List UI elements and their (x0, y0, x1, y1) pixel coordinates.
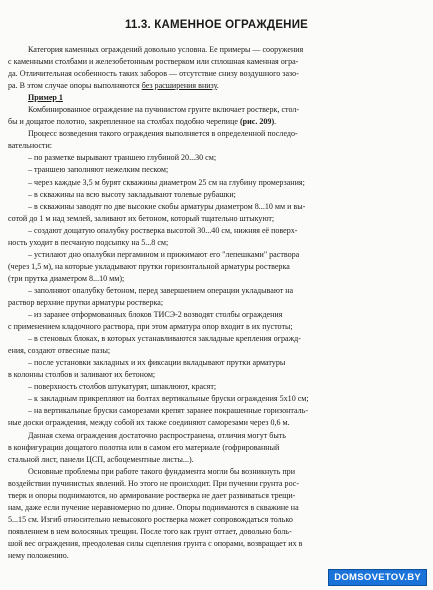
text-segment: Данная схема ограждения достаточно распространена, отличия могут быть (28, 430, 286, 440)
text-segment: нам, даже если пучение неравномерно по длине. Опоры поднимаются в скважине на (8, 502, 299, 512)
text-segment: – в скважины заводят по две высокие скобы арматуры диаметром 8...10 мм и вы- (28, 201, 306, 211)
text-line (8, 297, 422, 309)
text-line (8, 321, 422, 333)
underlined-phrase: без расширения внизу (141, 81, 217, 91)
text-line (8, 213, 422, 225)
text-line (8, 345, 422, 357)
text-line (8, 164, 422, 176)
text-line (8, 56, 422, 68)
text-segment: раствор верхние прутки арматуры ростверка; (8, 297, 164, 307)
text-segment: (три прутка диаметром 8...10 мм); (8, 273, 125, 283)
text-segment: да. Отличительная особенность таких заборов — отсутствие снизу воздушного зазо- (8, 69, 299, 79)
example-heading (8, 92, 422, 104)
text-segment: 5...15 см. Изгиб относительно невысокого ростверка может сопровождаться только (8, 514, 293, 524)
text-segment: Процесс возведения такого ограждения выполняется в определенной последо- (28, 129, 298, 139)
text-line (8, 116, 422, 128)
text-segment: – устилают дно опалубки пергамином и прижимают его "лепешками" раствора (28, 249, 300, 259)
text-line (8, 538, 422, 550)
text-segment: ные доски ограждения, между собой их также соединяют саморезами через 0,6 м. (8, 418, 290, 428)
text-segment: Основные проблемы при работе такого фундамента могли бы возникнуть при (28, 466, 296, 476)
text-line (8, 104, 422, 116)
text-segment: с каменными столбами и железобетонным ростверком или сплошная каменная огра- (8, 57, 299, 67)
text-line (8, 333, 422, 345)
text-line (8, 381, 422, 393)
text-segment: – к закладным прикрепляют на болтах вертикальные бруски ограждения 5х10 см; (28, 394, 309, 404)
body-text (8, 44, 422, 562)
text-segment: тверк и опоры поднимаются, но армирование ростверка не дает развиваться трещи- (8, 490, 296, 500)
text-line (8, 80, 422, 92)
text-line (8, 273, 422, 285)
text-line (8, 466, 422, 478)
text-segment: – на вертикальные бруски саморезами крепят заранее покрашенные горизонталь- (28, 406, 309, 416)
text-line (8, 393, 422, 405)
text-segment: – создают дощатую опалубку ростверка высотой 30...40 см, нижняя её поверх- (28, 225, 298, 235)
text-line (8, 140, 422, 152)
text-segment: в конфигурации дощатого полотна или в самом его материале (гофрированный (8, 442, 280, 452)
text-segment: с применением кладочного раствора, при этом арматура опор входит в их пустоты; (8, 322, 293, 332)
text-line (8, 430, 422, 442)
text-segment: ность уходит в песчаную подсыпку на 5...8 см; (8, 237, 169, 247)
text-segment: бы и дощатое полотно, закрепленное на столбах подобно черепице (8, 117, 240, 127)
text-segment: – в скважины на всю высоту закладывают толевые рубашки; (28, 189, 236, 199)
text-segment: – поверхность столбов штукатурят, шпаклюют, красят; (28, 382, 217, 392)
text-line (8, 526, 422, 538)
text-line (8, 417, 422, 429)
text-line (8, 357, 422, 369)
text-segment: шой вес ограждения, преодолевая силы сцепления грунта с опорами, возвращает их в (8, 538, 303, 548)
text-segment: – траншею заполняют нежелким песком; (28, 165, 169, 175)
text-line (8, 550, 422, 562)
text-line (8, 514, 422, 526)
text-line (8, 68, 422, 80)
text-line (8, 285, 422, 297)
text-line (8, 44, 422, 56)
text-segment: стальной лист, панели ЦСП, асбоцементные листы...). (8, 454, 194, 464)
figure-reference: (рис. 209) (240, 117, 275, 127)
text-line (8, 225, 422, 237)
text-line (8, 454, 422, 466)
text-segment: Комбинированное ограждение на пучинистом грунте включает ростверк, стол- (28, 105, 300, 115)
text-segment: – из заранее отформованных блоков ТИСЭ-2 возводят столбы ограждения (28, 310, 283, 320)
text-line (8, 237, 422, 249)
text-line (8, 442, 422, 454)
text-segment: вательности: (8, 141, 52, 151)
text-line (8, 478, 422, 490)
text-segment: воздействии пучинистых явлений. Но этого не происходит. При пучении грунта рос- (8, 478, 300, 488)
text-segment: . (274, 117, 277, 127)
text-line (8, 177, 422, 189)
text-line (8, 502, 422, 514)
text-segment: – в стеновых блоках, в которых устанавливаются закладные крепления огражд- (28, 334, 301, 344)
text-segment: ра. В этом случае опоры выполняются (8, 81, 142, 91)
text-line (8, 152, 422, 164)
text-segment: – через каждые 3,5 м бурят скважины диаметром 25 см на глубину промерзания; (28, 177, 305, 187)
text-segment: – заполняют опалубку бетоном, перед завершением операции укладывают на (28, 285, 294, 295)
site-watermark: DOMSOVETOV.BY (328, 569, 427, 586)
text-segment: ения, создают отвесные пазы; (8, 346, 111, 356)
text-line (8, 261, 422, 273)
text-segment: – по разметке вырывают траншею глубиной 20...30 см; (28, 153, 217, 163)
text-segment: появлением в нем волосяных трещин. После того как грунт оттает, довольно боль- (8, 526, 292, 536)
text-segment: нему положению. (8, 550, 69, 560)
text-line (8, 249, 422, 261)
text-segment: Пример 1 (28, 93, 63, 103)
text-line (8, 490, 422, 502)
text-segment: . (216, 81, 219, 91)
text-segment: Категория каменных ограждений довольно условна. Ее примеры — сооружения (28, 45, 304, 54)
text-line (8, 128, 422, 140)
text-line (8, 189, 422, 201)
text-line (8, 369, 422, 381)
text-segment: – после установки закладных и их фиксации вкладывают прутки арматуры (28, 358, 286, 368)
text-line (8, 201, 422, 213)
text-line (8, 309, 422, 321)
text-line (8, 405, 422, 417)
text-segment: сотой до 1 м над землей, заливают их бетоном, который тщательно штыкуют; (8, 213, 275, 223)
text-segment: в колонны столбов и заливают их бетоном; (8, 370, 156, 380)
text-segment: (через 1,5 м), на которые укладывают прутки горизонтальной арматуры ростверка (8, 261, 290, 271)
section-heading: 11.3. КАМЕННОЕ ОГРАЖДЕНИЕ (124, 19, 309, 31)
